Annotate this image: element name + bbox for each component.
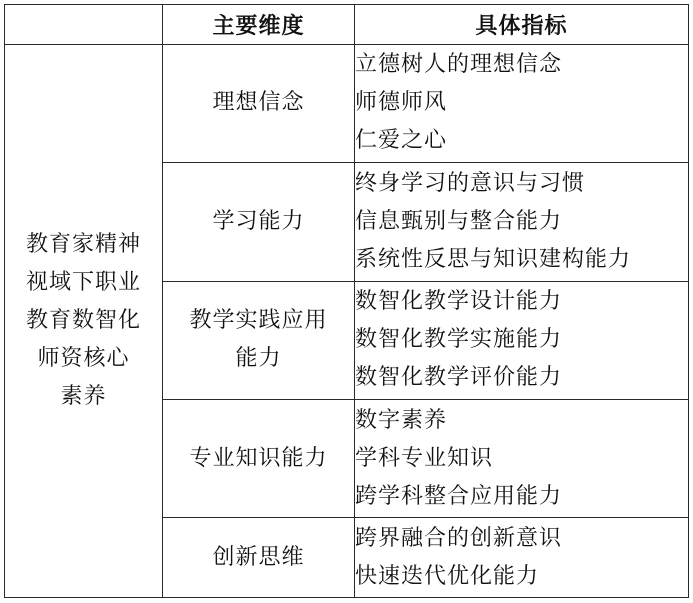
competency-table-frame <box>4 4 688 598</box>
header-specific-indicators: 具体指标 <box>355 5 689 45</box>
dimension-name: 创新思维 <box>212 544 305 570</box>
dimension-cell <box>163 281 355 399</box>
table-row <box>5 44 689 162</box>
dimension-name: 能力 <box>235 346 282 372</box>
indicator-item: 仁爱之心 <box>355 128 448 154</box>
indicator-item: 快速迭代优化能力 <box>355 563 540 589</box>
root-label-line: 教育家精神 <box>25 231 141 257</box>
indicator-item: 跨学科整合应用能力 <box>355 483 563 509</box>
indicator-item: 数智化教学评价能力 <box>355 365 563 391</box>
indicator-cell <box>355 518 689 598</box>
indicator-item: 终身学习的意识与习惯 <box>355 170 586 196</box>
root-label-line: 教育数智化 <box>25 307 141 333</box>
header-main-dimension: 主要维度 <box>163 5 355 45</box>
indicator-item: 跨界融合的创新意识 <box>355 525 563 551</box>
root-label-line: 视域下职业 <box>25 269 141 295</box>
indicator-cell <box>355 44 689 162</box>
root-label-line: 师资核心 <box>37 345 130 371</box>
indicator-cell <box>355 163 689 281</box>
dimension-cell <box>163 518 355 598</box>
indicator-item: 学科专业知识 <box>355 445 494 471</box>
indicator-item: 数字素养 <box>355 407 448 433</box>
competency-table <box>4 4 689 598</box>
indicator-cell <box>355 281 689 399</box>
dimension-cell <box>163 163 355 281</box>
root-concept-cell <box>5 44 163 597</box>
indicator-item: 系统性反思与知识建构能力 <box>355 246 632 272</box>
dimension-name: 专业知识能力 <box>189 445 328 471</box>
indicator-item: 数智化教学设计能力 <box>355 289 563 315</box>
dimension-name: 理想信念 <box>212 90 305 116</box>
root-label-line: 素养 <box>60 383 107 409</box>
indicator-item: 数智化教学实施能力 <box>355 327 563 353</box>
table-header-row <box>5 5 689 45</box>
header-blank-cell <box>5 5 163 45</box>
indicator-item: 信息甄别与整合能力 <box>355 208 563 234</box>
dimension-name: 教学实践应用 <box>189 308 328 334</box>
dimension-cell <box>163 399 355 517</box>
indicator-item: 立德树人的理想信念 <box>355 52 563 78</box>
indicator-cell <box>355 399 689 517</box>
dimension-cell <box>163 44 355 162</box>
dimension-name: 学习能力 <box>212 208 305 234</box>
indicator-item: 师德师风 <box>355 90 448 116</box>
